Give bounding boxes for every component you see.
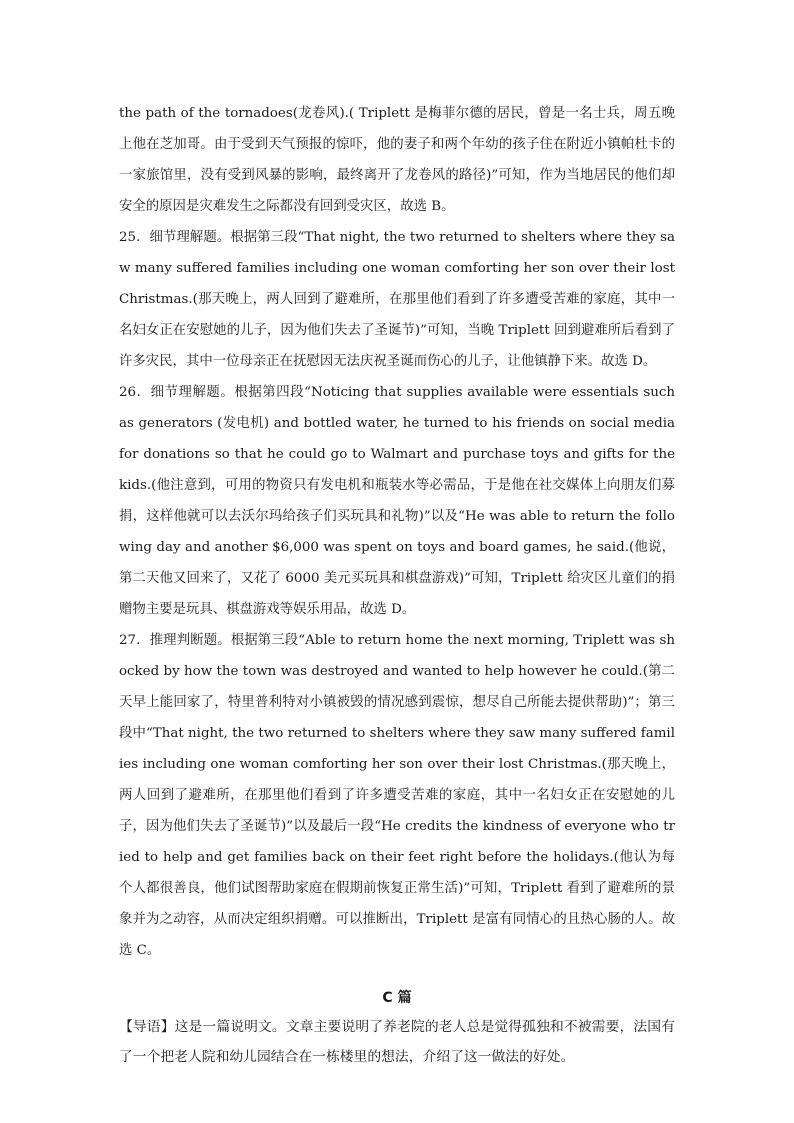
answer-paragraph-24-continued: the path of the tornadoes(龙卷风).( Triplett 是梅菲尔德的居民，曾是一名士兵，周五晚上他在芝加哥。由于受到天气预报的惊吓，他的妻子和两个年幼的孩子住在附近小镇帕杜卡的一家旅馆里，没有受到风暴的影响，最终离开了龙卷风的路径)”可知，作为当地居民的他们却安全的原因是灾难发生之际都没有回到受灾区，故选 B。 bbox=[119, 106, 675, 214]
answer-paragraph-25: 25．细节理解题。根据第三段“That night, the two returned to shelters where they saw many suffered families including one woman comforting her son over their lost Christmas.(那天晚上，两人回到了避难所，在那里他们看到了许多遭受苦难的家庭，其中一名妇女正在安慰她的儿子，因为他们失去了圣诞节)”可知，当晚 Triplett 回到避难所后看到了许多灾民，其中一位母亲正在抚慰因无法庆祝圣诞而伤心的儿子，让他镇静下来。故选 D。 bbox=[119, 230, 675, 369]
section-intro: 【导语】这是一篇说明文。文章主要说明了养老院的老人总是觉得孤独和不被需要，法国有了一个把老人院和幼儿园结合在一栋楼里的想法，介绍了这一做法的好处。 bbox=[119, 1019, 675, 1065]
section-title: C 篇 bbox=[382, 990, 412, 1006]
document-page bbox=[119, 98, 675, 1072]
answer-paragraph-27: 27．推理判断题。根据第三段“Able to return home the next morning, Triplett was shocked by how the town was destroyed and wanted to help however he could.(第二天早上能回家了，特里普利特对小镇被毁的情况感到震惊，想尽自己所能去提供帮助)”；第三段中“That night, the two returned to shelters where they saw many suffered families including one woman comforting her son over their lost Christmas.(那天晚上，两人回到了避难所，在那里他们看到了许多遭受苦难的家庭，其中一名妇女正在安慰她的儿子，因为他们失去了圣诞节)”以及最后一段“He credits the kindness of everyone who tried to help and get families back on their feet right before the holidays.(他认为每个人都很善良，他们试图帮助家庭在假期前恢复正常生活)”可知，Triplett 看到了避难所的景象并为之动容，从而决定组织捐赠。可以推断出，Triplett 是富有同情心的且热心肠的人。故选 C。 bbox=[119, 633, 675, 958]
answer-paragraph-26: 26．细节理解题。根据第四段“Noticing that supplies available were essentials such as generators (发电机) and bottled water, he turned to his friends on social media for donations so that he could go to Walmart and purchase toys and gifts for the kids.(他注意到，可用的物资只有发电机和瓶装水等必需品，于是他在社交媒体上向朋友们募捐，这样他就可以去沃尔玛给孩子们买玩具和礼物)”以及“He was able to return the following day and another $6,000 was spent on toys and board games, he said.(他说，第二天他又回来了，又花了 6000 美元买玩具和棋盘游戏)”可知，Triplett 给灾区儿童们的捐赠物主要是玩具、棋盘游戏等娱乐用品，故选 D。 bbox=[119, 385, 675, 617]
